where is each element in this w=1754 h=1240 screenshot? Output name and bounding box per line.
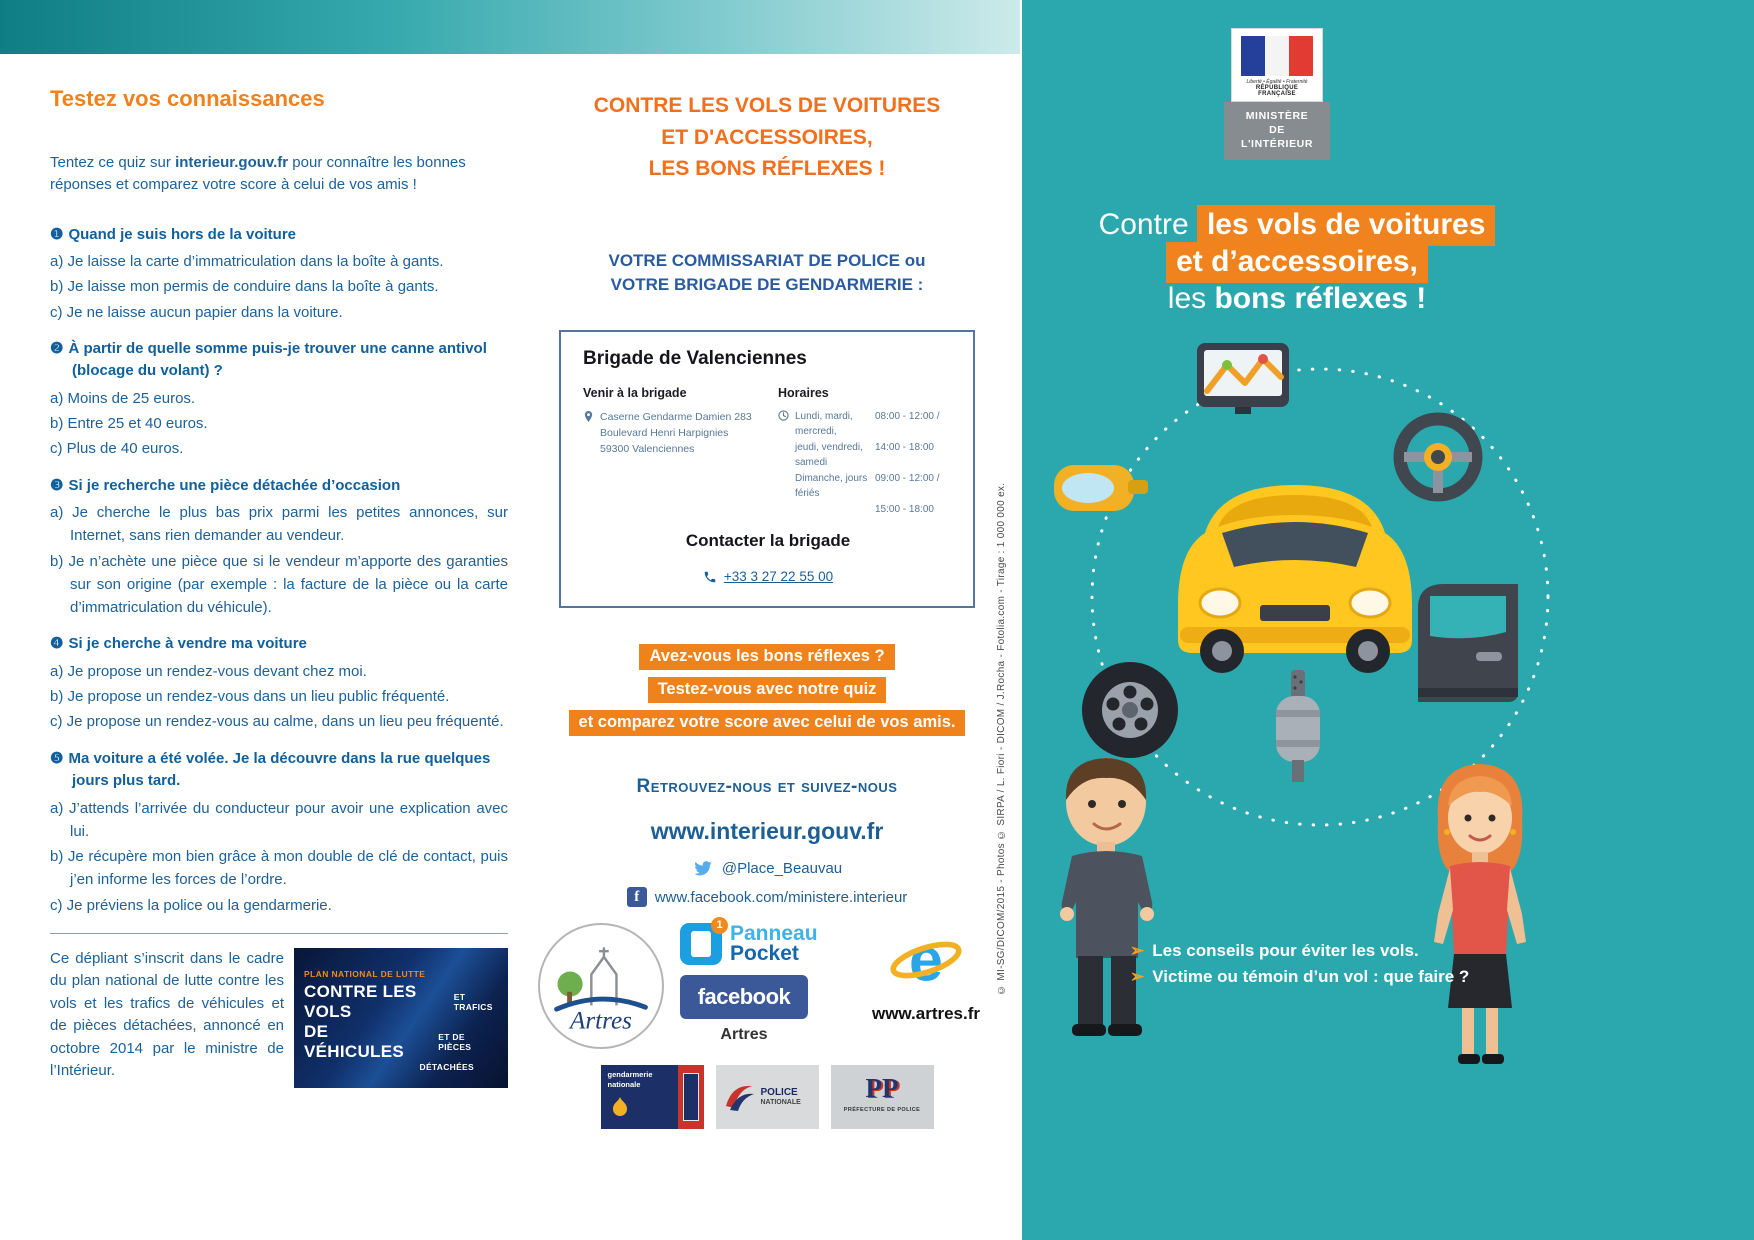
partner-logo-row — [520, 919, 1014, 1049]
cover-bullet — [1130, 964, 1530, 990]
question-option: b) Je propose un rendez-vous dans un lieu public fréquenté. — [50, 688, 450, 705]
plan-line2-big: DE VÉHICULES — [304, 1021, 404, 1061]
phone-icon — [703, 570, 717, 584]
question-option: a) Je laisse la carte d’immatriculation dans la boîte à gants. — [50, 253, 444, 270]
question-title — [50, 224, 508, 247]
banner-line — [520, 644, 1014, 670]
brigade-name: Brigade de Valenciennes — [583, 347, 807, 369]
cover-title-highlight: et d’accessoires, — [1166, 242, 1428, 283]
panneau-facebook-column — [680, 919, 840, 1044]
plan-kicker: PLAN NATIONAL DE LUTTE — [304, 968, 426, 979]
quiz-question — [50, 633, 508, 733]
website-link[interactable]: www.interieur.gouv.fr — [650, 818, 884, 845]
plan-line-3: DÉTACHÉES — [419, 1061, 474, 1072]
plan-banner-text — [304, 969, 500, 1072]
intro-pre: Tentez ce quiz sur — [50, 154, 176, 171]
leaflet-title-line: ET D'ACCESSOIRES, — [661, 125, 873, 149]
contact-subtitle-line: VOTRE BRIGADE DE GENDARMERIE : — [610, 275, 924, 295]
artres-logo-art — [543, 928, 659, 1044]
car-door-icon — [1418, 584, 1518, 702]
leaflet-title — [520, 90, 1014, 185]
hours-row — [795, 502, 953, 518]
address-line: Boulevard Henri Harpignies — [600, 427, 729, 440]
prefecture-police-logo — [831, 1065, 934, 1129]
woman-illustration — [1434, 764, 1526, 1064]
question-option: a) Je cherche le plus bas prix parmi les petites annonces, sur Internet, sans rien demander au vendeur. — [50, 504, 508, 545]
ministry-name-box — [1224, 102, 1330, 160]
facebook-wordmark: facebook — [680, 975, 808, 1019]
plan-national-banner — [294, 948, 508, 1088]
hours-days: Lundi, mardi, mercredi, — [795, 410, 853, 438]
question-title-text: Si je cherche à vendre ma voiture — [68, 635, 307, 653]
police-word2: NATIONALE — [760, 1099, 801, 1107]
panel-cover — [1022, 0, 1754, 1240]
cover-title-plain: les — [1167, 282, 1215, 315]
question-option: b) Entre 25 et 40 euros. — [50, 415, 208, 432]
hours-row — [795, 440, 953, 471]
question-option: a) Moins de 25 euros. — [50, 389, 196, 407]
address-line: Caserne Gendarme Damien 283 — [600, 410, 752, 423]
question-title — [50, 475, 508, 498]
flag-blue-stripe — [1241, 36, 1265, 76]
quiz-question — [50, 224, 508, 324]
panneau-sign-shape — [691, 931, 711, 957]
police-word1: POLICE — [760, 1087, 798, 1099]
hours-days — [795, 502, 875, 518]
panel-contact — [520, 90, 1014, 1129]
police-label — [761, 1087, 801, 1107]
leaflet-title-line: CONTRE LES VOLS DE VOITURES — [593, 94, 941, 117]
divider — [50, 933, 508, 934]
quiz-title: Testez vos connaissances — [50, 86, 325, 111]
ministry-line: MINISTÈRE — [1245, 110, 1309, 122]
cover-title-line-3 — [1042, 284, 1552, 314]
question-title-text: Quand je suis hors de la voiture — [68, 225, 297, 243]
notification-badge: 1 — [711, 917, 728, 934]
gendarmerie-shield — [683, 1073, 699, 1121]
location-pin-icon — [583, 410, 594, 423]
institution-logo-row — [520, 1065, 1014, 1129]
gendarmerie-word1: gendarmerie — [607, 1070, 653, 1080]
plan-note: Ce dépliant s’inscrit dans le cadre du plan national de lutte contre les vols et les trafics de véhicules et de pièces détachées, annoncé en octobre 2014 par le ministre de l’Intérieur. — [50, 949, 284, 1080]
question-option: c) Plus de 40 euros. — [50, 440, 184, 458]
panneau-pocket-wordmark — [730, 924, 818, 964]
facebook-url-link[interactable]: www.facebook.com/ministere.interieur — [654, 888, 908, 906]
police-emblem-icon — [722, 1080, 756, 1114]
question-title-text: À partir de quelle somme puis-je trouver une canne antivol (blocage du volant) ? — [68, 339, 487, 380]
quiz-intro — [50, 152, 508, 196]
question-option: a) J’attends l’arrivée du conducteur pour avoir une explication avec lui. — [50, 799, 508, 840]
plan-line1-small: ET TRAFICS — [453, 991, 493, 1012]
contact-subtitle — [520, 249, 1014, 298]
clock-icon — [778, 410, 789, 421]
plan-line-1 — [304, 982, 500, 1022]
hours-time: 09:00 - 12:00 / — [875, 472, 940, 484]
brigade-info-card — [559, 330, 975, 609]
banner-line — [520, 677, 1014, 703]
question-option: b) Je n’achète une pièce que si le vendeur m’apporte des garanties sur son origine (par exemple : la facture de la pièce ou la carte d’immatriculation du véhicule). — [50, 552, 508, 616]
hours-label: Horaires — [778, 385, 829, 400]
brigade-address-lines — [600, 409, 752, 458]
panneau-pocket-icon — [680, 919, 723, 965]
motto-text: Liberté • Égalité • Fraternité — [1246, 79, 1308, 85]
visit-label: Venir à la brigade — [583, 385, 687, 400]
artres-logo — [538, 923, 664, 1049]
side-mirror-icon — [1054, 465, 1148, 511]
question-option: c) Je ne laisse aucun papier dans la voiture. — [50, 303, 343, 321]
intro-site-name: interieur.gouv.fr — [175, 154, 289, 171]
question-number-icon: ❸ — [50, 476, 64, 494]
facebook-icon: f — [627, 887, 647, 907]
cover-title-highlight: les vols de voitures — [1197, 205, 1495, 246]
address-line: 59300 Valenciennes — [600, 443, 695, 456]
arrow-icon: ➢ — [1130, 966, 1145, 986]
question-title — [50, 633, 508, 656]
banner-line-text: Testez-vous avec notre quiz — [648, 677, 887, 703]
gendarmerie-word2: nationale — [607, 1080, 641, 1090]
question-title-text: Ma voiture a été volée. Je la découvre dans la rue quelques jours plus tard. — [68, 749, 491, 789]
cover-title — [1042, 210, 1552, 321]
hours-days: Dimanche, jours fériés — [795, 472, 868, 500]
hours-days: jeudi, vendredi, samedi — [795, 441, 863, 469]
ministry-logo — [1222, 28, 1332, 160]
leaflet-title-line: LES BONS RÉFLEXES ! — [648, 157, 886, 180]
gendarmerie-red-band — [678, 1065, 704, 1129]
cover-bullets — [1130, 938, 1530, 989]
republic-text: RÉPUBLIQUE FRANÇAISE — [1255, 85, 1299, 97]
gendarmerie-logo — [601, 1065, 704, 1129]
plan-line1-big: CONTRE LES VOLS — [304, 981, 417, 1021]
prefecture-monogram: PP — [865, 1073, 899, 1104]
pocket-word: Pocket — [730, 942, 799, 966]
plan-line-2 — [304, 1022, 500, 1062]
ministry-line: DE — [1269, 124, 1285, 137]
cover-title-line-2 — [1042, 247, 1552, 277]
question-number-icon: ❹ — [50, 635, 64, 653]
follow-us-title: Retrouvez-nous et suivez-nous — [636, 776, 898, 798]
prefecture-caption: PRÉFECTURE DE POLICE — [843, 1107, 921, 1114]
ministry-line: L'INTÉRIEUR — [1240, 138, 1314, 151]
plan-line2-small: ET DE PIÈCES — [438, 1031, 472, 1052]
arrow-icon: ➢ — [1130, 941, 1145, 960]
contact-brigade-label: Contacter la brigade — [685, 531, 851, 551]
copyright-credit: © MI-SG/DICOM/2015 - Photos © SIRPA / L. Fiori - DICOM / J.Rocha - Fotolia.com - Tirage : 1 000 000 ex. — [996, 482, 1007, 995]
quiz-banner — [520, 644, 1014, 736]
republique-francaise-logo — [1231, 28, 1323, 102]
facebook-caption: Artres — [720, 1026, 768, 1044]
grenade-emblem-icon — [609, 1097, 631, 1123]
flag-white-stripe — [1265, 36, 1289, 76]
twitter-handle[interactable]: @Place_Beauvau — [721, 860, 843, 878]
question-title-text: Si je recherche une pièce détachée d’occasion — [68, 476, 401, 494]
banner-line — [520, 710, 1014, 736]
banner-line-text: et comparez votre score avec celui de vos amis. — [569, 710, 966, 736]
artres-script-text: Artres — [570, 1007, 632, 1035]
question-number-icon: ❷ — [50, 339, 64, 357]
ie-letter: e — [909, 925, 943, 994]
steering-wheel-icon — [1400, 419, 1476, 495]
brigade-columns — [583, 386, 953, 518]
cover-bullet-text: Victime ou témoin d’un vol : que faire ? — [1152, 966, 1470, 986]
left-footer — [50, 948, 508, 1088]
cover-bullet — [1130, 938, 1530, 964]
brigade-address — [583, 409, 778, 458]
gps-device-icon — [1197, 343, 1289, 414]
cover-bullet-text: Les conseils pour éviter les vols. — [1152, 941, 1419, 960]
question-number-icon: ❺ — [50, 749, 64, 767]
cover-title-line-1 — [1042, 210, 1552, 240]
internet-explorer-icon — [889, 923, 963, 997]
question-option: b) Je laisse mon permis de conduire dans la boîte à gants. — [50, 278, 439, 296]
twitter-row — [520, 859, 1014, 878]
quiz-question — [50, 748, 508, 917]
question-option: c) Je propose un rendez-vous au calme, dans un lieu peu fréquenté. — [50, 713, 504, 731]
top-gradient-bar — [0, 0, 1020, 54]
facebook-row — [520, 887, 1014, 907]
twitter-icon — [692, 859, 714, 878]
exhaust-muffler-icon — [1276, 670, 1320, 782]
question-title — [50, 748, 508, 793]
cover-title-plain: Contre — [1098, 208, 1197, 241]
banner-line-text: Avez-vous les bons réflexes ? — [639, 644, 894, 670]
hours-time: 14:00 - 18:00 — [875, 441, 934, 453]
panel-quiz — [50, 86, 508, 1088]
hours-row — [795, 409, 953, 440]
question-number-icon: ❶ — [50, 225, 64, 243]
question-title — [50, 338, 508, 383]
contact-subtitle-line: VOTRE COMMISSARIAT DE POLICE ou — [608, 250, 926, 270]
cover-title-bold: bons réflexes ! — [1214, 282, 1427, 315]
flag-red-stripe — [1289, 36, 1313, 76]
brigade-hours-rows — [795, 409, 953, 518]
panneau-pocket-logo — [680, 919, 840, 966]
artres-site-column — [856, 923, 996, 1024]
quiz-questions — [50, 224, 508, 917]
question-option: b) Je récupère mon bien grâce à mon double de clé de contact, puis j’en informe les forces de l’ordre. — [50, 848, 508, 889]
yellow-car-illustration — [1178, 485, 1412, 673]
question-option: a) Je propose un rendez-vous devant chez moi. — [50, 662, 367, 680]
quiz-question — [50, 475, 508, 620]
man-illustration — [1060, 758, 1154, 1036]
phone-row — [583, 569, 953, 588]
artres-site-link[interactable]: www.artres.fr — [871, 1004, 981, 1024]
brigade-hours — [778, 409, 953, 518]
brigade-visit-column — [583, 386, 778, 518]
hours-row — [795, 471, 953, 502]
wheel-tire-icon — [1082, 662, 1178, 758]
hours-time: 08:00 - 12:00 / — [875, 410, 940, 422]
brigade-hours-column — [778, 386, 953, 518]
police-nationale-logo — [716, 1065, 819, 1129]
hours-time: 15:00 - 18:00 — [875, 503, 934, 515]
question-option: c) Je préviens la police ou la gendarmerie. — [50, 896, 332, 914]
quiz-question — [50, 338, 508, 461]
french-flag-icon — [1241, 36, 1313, 76]
intro-post: pour connaître les bonnes réponses et comparez votre score à celui de vos amis ! — [50, 154, 466, 193]
panneau-word: Panneau — [730, 922, 818, 946]
brigade-phone-link[interactable]: +33 3 27 22 55 00 — [723, 569, 834, 585]
